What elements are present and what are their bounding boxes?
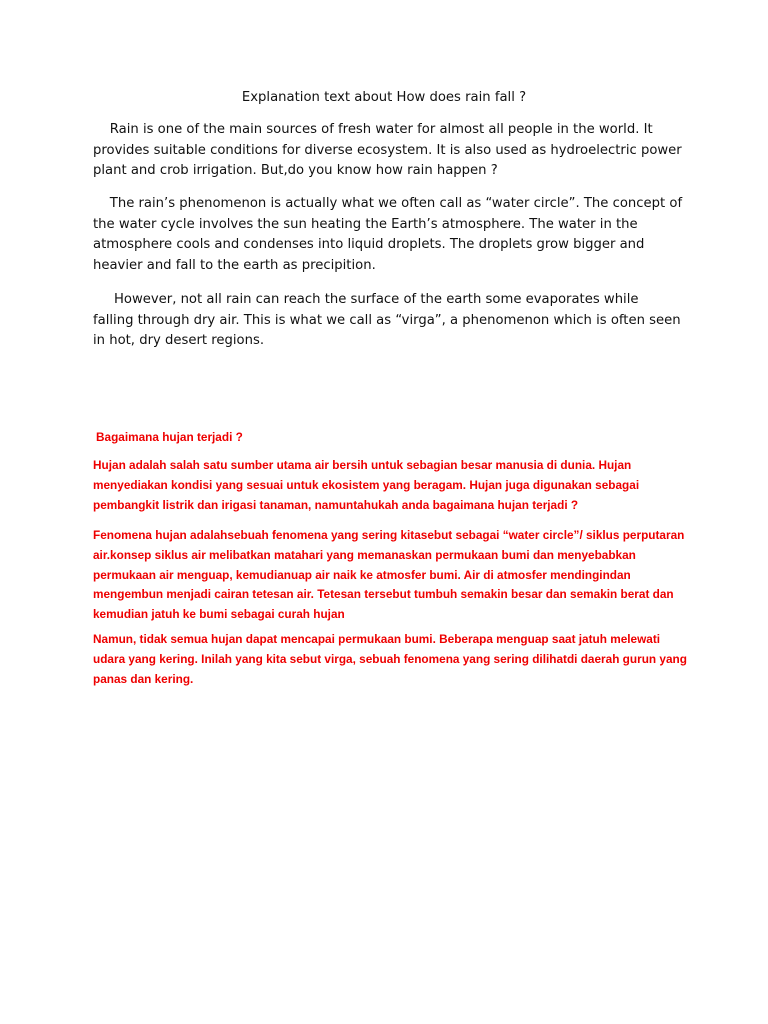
- indonesian-paragraph-1: Hujan adalah salah satu sumber utama air bersih untuk sebagian besar manusia di dunia. Hujan menyediakan kondisi yang sesuai untuk ekosistem yang beragam. Hujan juga digunakan sebagai pembangkit listrik dan irigasi tanaman, namuntahukah anda bagaimana hujan terjadi ?: [93, 458, 640, 512]
- document-title: Explanation text about How does rain fall ?: [241, 90, 527, 105]
- indonesian-paragraph-2: Fenomena hujan adalahsebuah fenomena yang sering kitasebut sebagai “water circle”/ siklus perputaran air.konsep siklus air melibatkan matahari yang memanaskan permukaan bumi dan menyebabkan permukaan air menguap, kemudianuap air naik ke atmosfer bumi. Air di atmosfer mendingindan mengembun menjadi cairan tetesan air. Tetesan tersebut tumbuh semakin besar dan semakin berat dan kemudian jatuh ke bumi sebagai curah hujan: [93, 528, 685, 622]
- english-paragraph-3: However, not all rain can reach the surface of the earth some evaporates while falling through dry air. This is what we call as “virga”, a phenomenon which is often seen in hot, dry desert regions.: [93, 292, 685, 348]
- english-paragraph-1: Rain is one of the main sources of fresh water for almost all people in the world. It provides suitable conditions for diverse ecosystem. It is also used as hydroelectric power plant and crob irrigation. But,do you know how rain happen ?: [93, 122, 686, 178]
- indonesian-heading: Bagaimana hujan terjadi ?: [96, 430, 243, 444]
- indonesian-paragraph-3: Namun, tidak semua hujan dapat mencapai permukaan bumi. Beberapa menguap saat jatuh melewati udara yang kering. Inilah yang kita sebut virga, sebuah fenomena yang sering dilihatdi daerah gurun yang panas dan kering.: [93, 632, 687, 686]
- english-paragraph-2: The rain’s phenomenon is actually what we often call as “water circle”. The concept of the water cycle involves the sun heating the Earth’s atmosphere. The water in the atmosphere cools and condenses into liquid droplets. The droplets grow bigger and heavier and fall to the earth as precipition.: [93, 196, 687, 273]
